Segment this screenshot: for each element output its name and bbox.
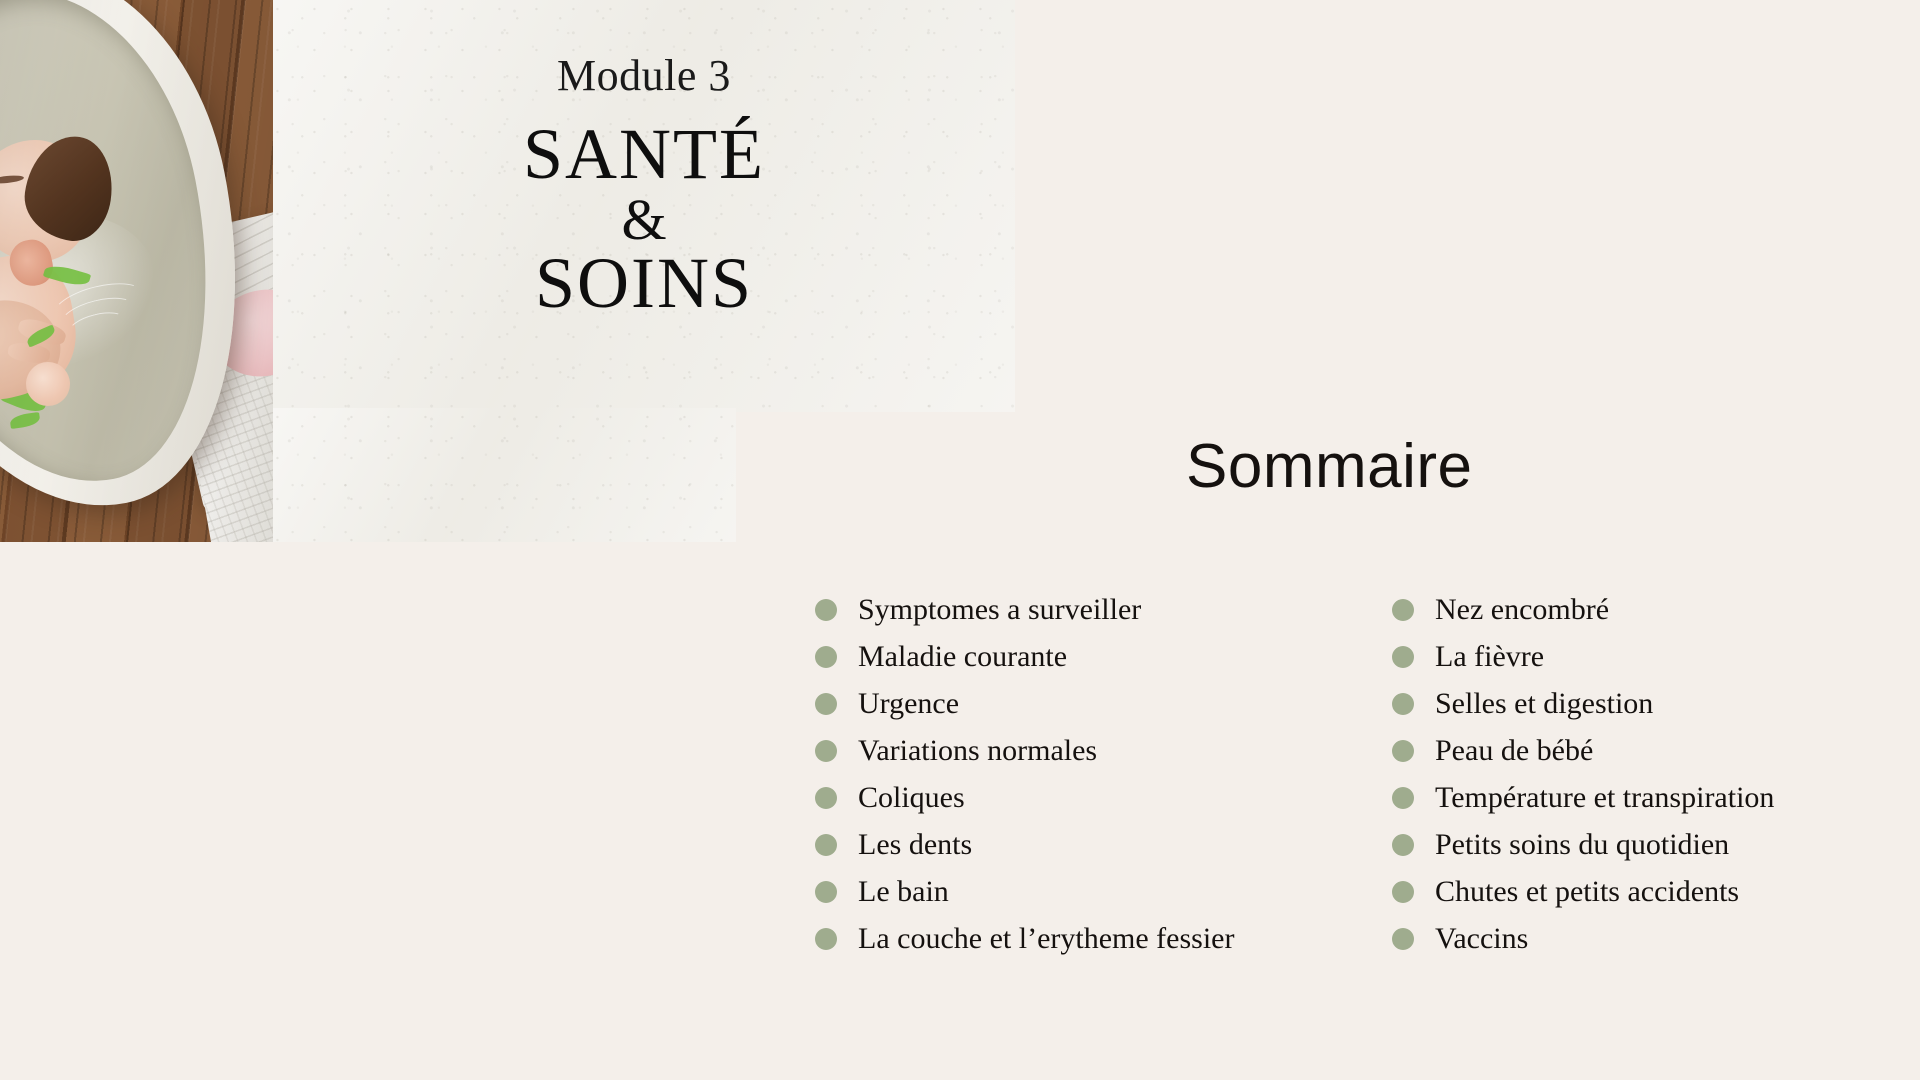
sommaire-left-item-label: Les dents (858, 827, 973, 861)
bullet-dot-icon (815, 646, 837, 668)
bullet-dot-icon (815, 834, 837, 856)
sommaire-item[interactable] (815, 586, 1234, 633)
sommaire-left-item-label: Variations normales (858, 733, 1098, 767)
sommaire-right-item-label: Nez encombré (1435, 592, 1610, 626)
sommaire-item[interactable] (815, 727, 1234, 774)
page-title (273, 114, 1015, 323)
sommaire-left-item-label: Coliques (858, 780, 965, 814)
sommaire-right-item-label: Petits soins du quotidien (1435, 827, 1730, 861)
photo-vignette (0, 0, 273, 542)
sommaire-item[interactable] (1392, 586, 1774, 633)
sommaire-left-item-label: Le bain (858, 874, 949, 908)
sommaire-item[interactable] (1392, 868, 1774, 915)
baby-bath-photo (0, 0, 273, 542)
sommaire-item[interactable] (1392, 633, 1774, 680)
bullet-dot-icon (1392, 646, 1414, 668)
bullet-dot-icon (1392, 787, 1414, 809)
bullet-dot-icon (815, 599, 837, 621)
sommaire-right-column (1392, 586, 1774, 962)
bullet-dot-icon (1392, 928, 1414, 950)
bullet-dot-icon (815, 928, 837, 950)
sommaire-item[interactable] (815, 868, 1234, 915)
sommaire-item[interactable] (1392, 915, 1774, 962)
sommaire-left-item-label: Symptomes a surveiller (858, 592, 1142, 626)
sommaire-item[interactable] (815, 821, 1234, 868)
sommaire-left-item-label: Urgence (858, 686, 960, 720)
sommaire-right-item-label: Peau de bébé (1435, 733, 1594, 767)
bullet-dot-icon (815, 881, 837, 903)
sommaire-item[interactable] (1392, 821, 1774, 868)
bullet-dot-icon (1392, 740, 1414, 762)
sommaire-right-item-label: Selles et digestion (1435, 686, 1654, 720)
title-block (273, 51, 1015, 323)
bullet-dot-icon (815, 787, 837, 809)
sommaire-item[interactable] (1392, 774, 1774, 821)
sommaire-right-item-label: Chutes et petits accidents (1435, 874, 1740, 908)
bullet-dot-icon (1392, 881, 1414, 903)
bullet-dot-icon (815, 693, 837, 715)
sommaire-right-item-label: Température et transpiration (1435, 780, 1775, 814)
module-label: Module 3 (557, 51, 731, 100)
paper-texture-panel-bottom (273, 408, 736, 542)
sommaire-item[interactable] (1392, 727, 1774, 774)
title-ampersand: & (621, 186, 667, 252)
title-line-2: SOINS (534, 242, 754, 323)
sommaire-heading: Sommaire (1186, 432, 1473, 501)
sommaire-item[interactable] (815, 915, 1234, 962)
bullet-dot-icon (1392, 834, 1414, 856)
sommaire-item[interactable] (1392, 680, 1774, 727)
title-line-1: SANTÉ (523, 114, 765, 194)
sommaire-right-item-label: Vaccins (1435, 921, 1529, 955)
sommaire-item[interactable] (815, 680, 1234, 727)
sommaire-item[interactable] (815, 633, 1234, 680)
bullet-dot-icon (1392, 599, 1414, 621)
sommaire-left-item-label: Maladie courante (858, 639, 1068, 673)
sommaire-left-column (815, 586, 1234, 962)
sommaire-item[interactable] (815, 774, 1234, 821)
bullet-dot-icon (1392, 693, 1414, 715)
sommaire-right-item-label: La fièvre (1435, 639, 1545, 673)
sommaire-left-item-label: La couche et l’erytheme fessier (858, 921, 1235, 955)
bullet-dot-icon (815, 740, 837, 762)
